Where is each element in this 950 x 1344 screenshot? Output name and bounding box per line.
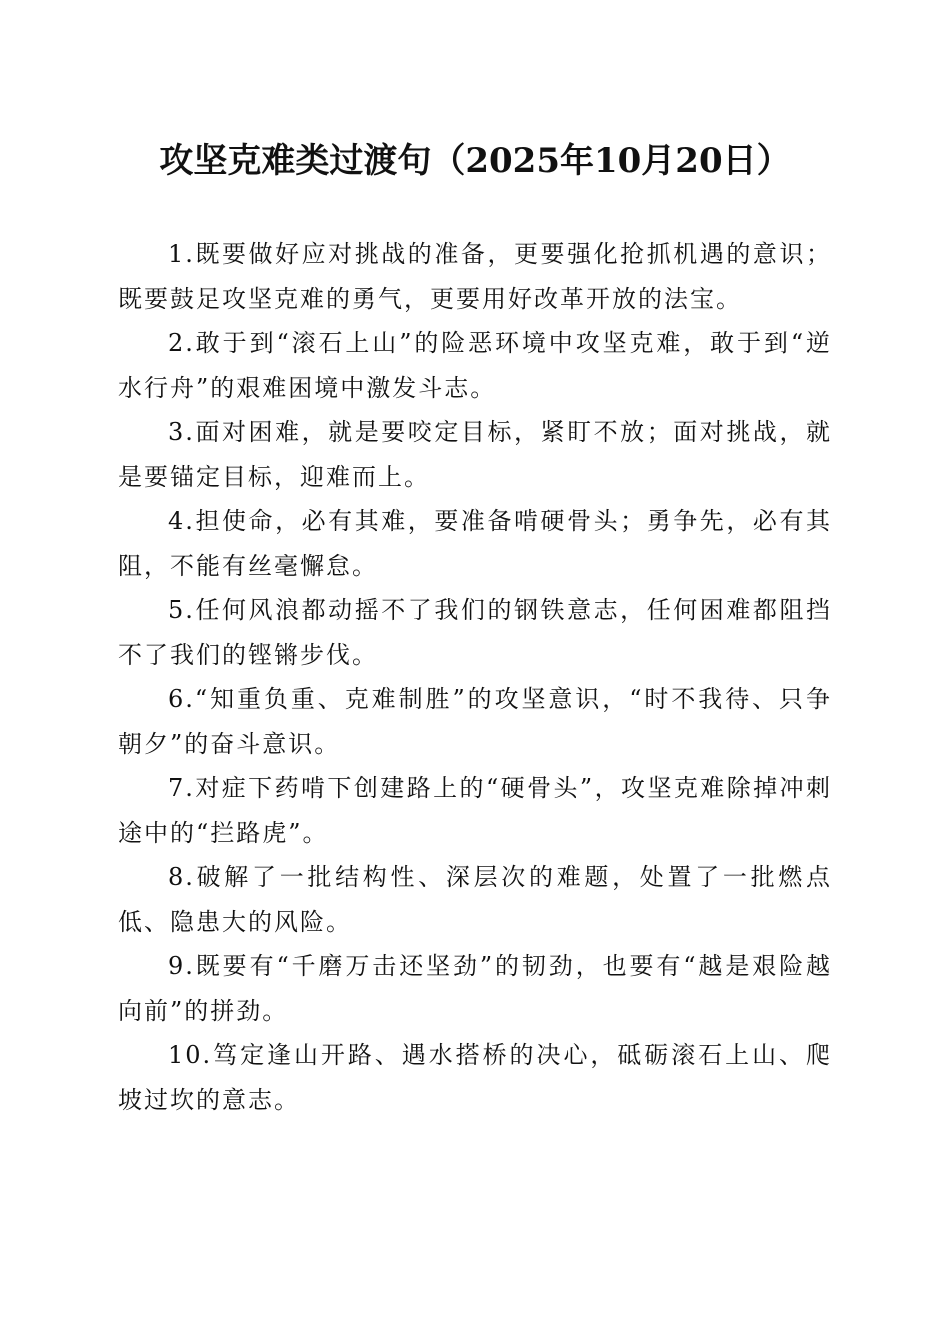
paragraph-6: 6.“知重负重、克难制胜”的攻坚意识，“时不我待、只争朝夕”的奋斗意识。 (118, 685, 832, 758)
paragraph-9: 9.既要有“千磨万击还坚劲”的韧劲，也要有“越是艰险越向前”的拼劲。 (118, 952, 832, 1025)
paragraph-1: 1.既要做好应对挑战的准备，更要强化抢抓机遇的意识；既要鼓足攻坚克难的勇气，更要用好改革开放的法宝。 (118, 240, 832, 313)
paragraph-3: 3.面对困难，就是要咬定目标，紧盯不放；面对挑战，就是要锚定目标，迎难而上。 (118, 418, 832, 491)
document-body (118, 232, 832, 1122)
paragraph-2: 2.敢于到“滚石上山”的险恶环境中攻坚克难，敢于到“逆水行舟”的艰难困境中激发斗志。 (118, 329, 832, 402)
paragraph-7: 7.对症下药啃下创建路上的“硬骨头”，攻坚克难除掉冲刺途中的“拦路虎”。 (118, 774, 832, 847)
paragraph-5: 5.任何风浪都动摇不了我们的钢铁意志，任何困难都阻挡不了我们的铿锵步伐。 (118, 596, 832, 669)
paragraph-8: 8.破解了一批结构性、深层次的难题，处置了一批燃点低、隐患大的风险。 (118, 863, 832, 936)
paragraph-10: 10.笃定逢山开路、遇水搭桥的决心，砥砺滚石上山、爬坡过坎的意志。 (118, 1041, 832, 1114)
paragraph-4: 4.担使命，必有其难，要准备啃硬骨头；勇争先，必有其阻，不能有丝毫懈怠。 (118, 507, 832, 580)
document-title: 攻坚克难类过渡句（2025年10月20日） (159, 141, 791, 181)
